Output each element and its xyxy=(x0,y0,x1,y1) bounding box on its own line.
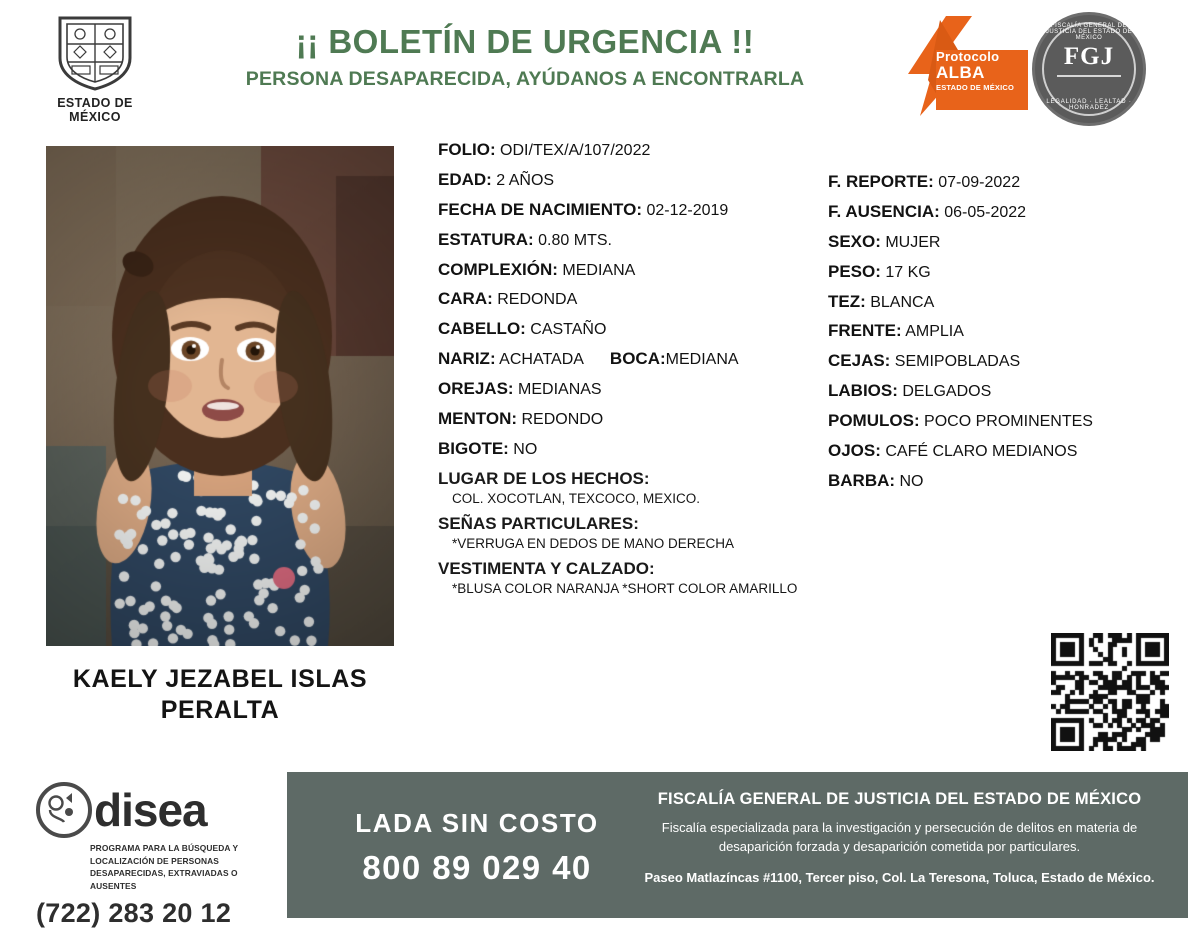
disea-mark-icon xyxy=(36,782,92,838)
alba-line3: ESTADO DE MÉXICO xyxy=(936,83,1015,93)
alba-text xyxy=(936,50,1028,92)
crest-caption: ESTADO DE MÉXICO xyxy=(57,96,133,124)
detail-left-value: CASTAÑO xyxy=(525,321,607,339)
detail-right-value: MUJER xyxy=(880,233,941,251)
detail-right-value: 17 KG xyxy=(880,263,931,281)
fiscalia-description: Fiscalía especializada para la investigación y persecución de delitos en materia de desaparición forzada y desaparición cometida por particulares. xyxy=(661,820,1138,854)
detail-left-row xyxy=(438,200,828,220)
detail-left-value: 0.80 MTS. xyxy=(533,231,612,249)
lada-label: LADA SIN COSTO xyxy=(355,808,599,838)
detail-right-value: SEMIPOBLADAS xyxy=(890,353,1021,371)
detail-right-label: BARBA: xyxy=(828,470,896,490)
detail-block-value: *VERRUGA EN DEDOS DE MANO DERECHA xyxy=(452,535,735,551)
detail-right-label: PESO: xyxy=(828,261,881,281)
detail-left-row xyxy=(438,349,828,369)
qr-code[interactable] xyxy=(1051,633,1169,751)
lada-number: 800 89 029 40 xyxy=(362,849,592,886)
fiscalia-block xyxy=(627,790,1172,888)
detail-left-row xyxy=(438,170,828,190)
detail-right-row xyxy=(828,411,1173,431)
detail-left-pair-secondary xyxy=(610,350,739,368)
detail-right-row xyxy=(828,232,1173,252)
disea-logo xyxy=(36,782,284,929)
detail-right-label: SEXO: xyxy=(828,231,881,251)
detail-left-label: CARA: xyxy=(438,289,493,309)
details-right-column xyxy=(828,172,1173,501)
fgj-ring-bottom-text: LEGALIDAD · LEALTAD · HONRADEZ xyxy=(1046,99,1132,111)
detail-left-value: 2 AÑOS xyxy=(491,171,555,189)
detail-left-value: REDONDO xyxy=(517,411,604,429)
detail-left-row xyxy=(438,319,828,339)
disea-logo-row xyxy=(36,782,284,838)
detail-block-value: COL. XOCOTLAN, TEXCOCO, MEXICO. xyxy=(452,490,701,506)
details-left-column xyxy=(438,140,828,604)
person-photo-canvas xyxy=(46,146,394,646)
fgj-divider xyxy=(1057,75,1121,77)
detail-right-value: 06-05-2022 xyxy=(939,203,1027,221)
detail-right-label: FRENTE: xyxy=(828,321,902,341)
disea-wordmark: disea xyxy=(94,784,207,836)
detail-left-value: ACHATADA xyxy=(495,351,584,369)
person-name: KAELY JEZABEL ISLAS PERALTA xyxy=(72,665,368,725)
detail-right-row xyxy=(828,172,1173,192)
detail-left-label: OREJAS: xyxy=(438,379,514,399)
detail-left-row xyxy=(438,289,828,309)
detail-block-label: VESTIMENTA Y CALZADO: xyxy=(438,558,655,578)
detail-right-label: F. AUSENCIA: xyxy=(828,201,940,221)
detail-left-value: MEDIANA xyxy=(665,351,739,369)
detail-left-row xyxy=(438,379,828,399)
detail-left-value: MEDIANAS xyxy=(513,381,602,399)
protocolo-alba-badge xyxy=(900,12,1028,118)
header xyxy=(0,0,1188,130)
detail-left-row xyxy=(438,409,828,429)
detail-right-label: TEZ: xyxy=(828,291,866,311)
detail-right-row xyxy=(828,262,1173,282)
detail-right-value: 07-09-2022 xyxy=(933,174,1021,191)
detail-right-value: NO xyxy=(895,472,924,490)
detail-right-value: CAFÉ CLARO MEDIANOS xyxy=(880,443,1078,461)
detail-left-label: FECHA DE NACIMIENTO: xyxy=(438,199,642,219)
detail-right-row xyxy=(828,292,1173,312)
detail-left-label: EDAD: xyxy=(438,169,492,189)
detail-right-label: CEJAS: xyxy=(828,351,891,371)
footer-bar xyxy=(287,772,1188,918)
detail-block-label: SEÑAS PARTICULARES: xyxy=(438,513,639,533)
fgj-monogram: FGJ xyxy=(1063,43,1115,70)
detail-left-label: NARIZ: xyxy=(438,349,496,369)
lada-block xyxy=(327,808,627,887)
fiscalia-address: Paseo Matlazíncas #1100, Tercer piso, Col. La Teresona, Toluca, Estado de México. xyxy=(644,869,1155,885)
detail-left-label: CABELLO: xyxy=(438,319,526,339)
detail-right-row xyxy=(828,202,1173,222)
state-crest xyxy=(30,14,160,124)
detail-left-value: MEDIANA xyxy=(557,261,636,279)
detail-block-label: LUGAR DE LOS HECHOS: xyxy=(438,468,650,488)
detail-left-label: BOCA: xyxy=(609,349,666,369)
detail-left-label: ESTATURA: xyxy=(438,229,534,249)
detail-right-value: AMPLIA xyxy=(901,323,964,341)
qr-code-canvas xyxy=(1051,633,1169,751)
disea-phone: (722) 283 20 12 xyxy=(36,898,232,929)
page-subtitle: PERSONA DESAPARECIDA, AYÚDANOS A ENCONTRARLA xyxy=(245,68,805,91)
detail-left-value: 02-12-2019 xyxy=(642,201,729,219)
fgj-ring-top-text: FISCALÍA GENERAL DE JUSTICIA DEL ESTADO DE MÉXICO xyxy=(1045,23,1133,41)
detail-right-row xyxy=(828,381,1173,401)
detail-right-value: DELGADOS xyxy=(897,383,992,401)
crest-shield-icon xyxy=(52,14,138,92)
detail-right-row xyxy=(828,471,1173,491)
page-title: ¡¡ BOLETÍN DE URGENCIA !! xyxy=(295,23,755,60)
detail-left-label: BIGOTE: xyxy=(438,438,509,458)
detail-block-value: *BLUSA COLOR NARANJA *SHORT COLOR AMARILLO xyxy=(452,580,798,596)
detail-right-row xyxy=(828,351,1173,371)
detail-right-label: OJOS: xyxy=(828,441,881,461)
detail-left-label: FOLIO: xyxy=(438,140,496,159)
detail-left-row xyxy=(438,140,828,160)
detail-left-value: ODI/TEX/A/107/2022 xyxy=(495,142,651,159)
detail-left-row xyxy=(438,260,828,280)
detail-right-value: BLANCA xyxy=(865,293,935,311)
fgj-seal xyxy=(1032,12,1146,126)
detail-right-label: LABIOS: xyxy=(828,381,898,401)
detail-right-row xyxy=(828,441,1173,461)
detail-left-row xyxy=(438,439,828,459)
fiscalia-title: FISCALÍA GENERAL DE JUSTICIA DEL ESTADO DE MÉXICO xyxy=(657,790,1142,808)
title-block xyxy=(165,24,885,91)
detail-right-value: POCO PROMINENTES xyxy=(919,413,1093,431)
alba-line1: Protocolo xyxy=(936,49,1000,64)
detail-left-label: COMPLEXIÓN: xyxy=(438,259,558,279)
detail-right-label: POMULOS: xyxy=(828,411,920,431)
detail-right-row xyxy=(828,321,1173,341)
detail-left-value: REDONDA xyxy=(492,291,578,309)
person-photo xyxy=(46,146,394,646)
detail-left-label: MENTON: xyxy=(438,409,518,429)
detail-left-row xyxy=(438,230,828,250)
detail-left-value: NO xyxy=(508,440,538,458)
disea-subtitle: PROGRAMA PARA LA BÚSQUEDA Y LOCALIZACIÓN DE PERSONAS DESAPARECIDAS, EXTRAVIADAS O AUSENTES xyxy=(90,843,239,891)
alba-line2: ALBA xyxy=(936,62,985,82)
detail-right-label: F. REPORTE: xyxy=(828,172,934,191)
